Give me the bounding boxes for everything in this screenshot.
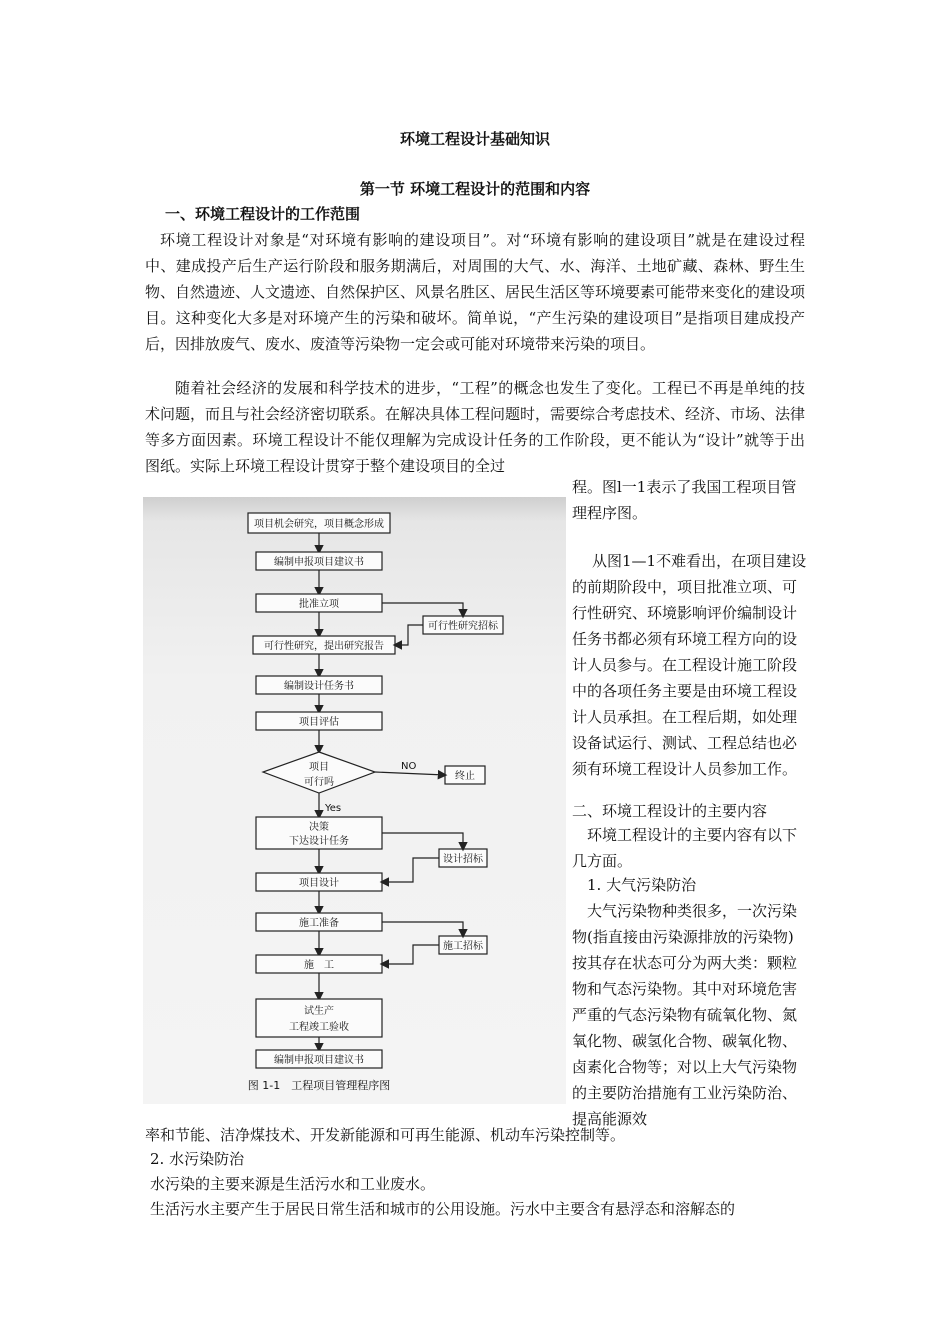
heading-water-pollution: 2. 水污染防治 <box>150 1150 245 1168</box>
text-r3: 设计招标 <box>443 854 483 865</box>
heading-work-scope: 一、环境工程设计的工作范围 <box>165 205 361 223</box>
side-text-2: 从图1—1不难看出，在项目建设的前期阶段中，项目批准立项、可行性研究、环境影响评价编制设计任务书都必须有环境工程方向的设计人员参与。在工程设计施工阶段中的各项任务主要是由环境工程设计人员承担。在工程后期，如处理设备试运行、测试、工程总结也必须有环境工程设计人员参加工作。 <box>572 552 807 778</box>
text-b7a: 决策 <box>309 822 329 833</box>
text-r1: 可行性研究招标 <box>428 621 498 632</box>
flowchart-figure <box>143 497 566 1104</box>
paragraph-2: 随着社会经济的发展和科学技术的进步，“工程”的概念也发生了变化。工程已不再是单纯的技术问题，而且与社会经济密切联系。在解决具体工程问题时，需要综合考虑技术、经济、市场、法律等多方面因素。环境工程设计不能仅理解为完成设计任务的工作阶段，更不能认为“设计”就等于出图纸。实际上环境工程设计贯穿于整个建设项目的全过 <box>145 379 806 475</box>
side-text-4: 环境工程设计的主要内容有以下几方面。 <box>572 826 798 870</box>
text-yes: Yes <box>325 803 342 814</box>
text-r4: 施工招标 <box>443 941 483 952</box>
text-b4: 可行性研究，提出研究报告 <box>264 641 384 652</box>
text-b12: 编制申报项目建议书 <box>274 1055 364 1066</box>
side-text-1: 程。图l一1表示了我国工程项目管理程序图。 <box>572 478 797 522</box>
full-text-3: 水污染的主要来源是生活污水和工业废水。 <box>150 1175 436 1193</box>
text-b5: 编制设计任务书 <box>284 681 354 692</box>
text-b7b: 下达设计任务 <box>289 836 349 847</box>
heading-air-pollution: 1. 大气污染防治 <box>587 876 697 894</box>
section-title: 第一节 环境工程设计的范围和内容 <box>359 180 591 198</box>
text-decision-a: 项目 <box>309 762 329 773</box>
text-b2: 编制申报项目建议书 <box>274 557 364 568</box>
text-r2: 终止 <box>455 771 475 782</box>
text-b3: 批准立项 <box>299 599 339 610</box>
text-b8: 项目设计 <box>299 878 339 889</box>
text-b10: 施 工 <box>304 960 334 971</box>
side-text-6: 大气污染物种类很多，一次污染物(指直接由污染源排放的污染物)按其存在状态可分为两大类：颗粒物和气态污染物。其中对环境危害严重的气态污染物有硫氧化物、氮氧化物、碳氢化合物、碳氧化物、卤素化合物等；对以上大气污染物的主要防治措施有工业污染防治、提高能源效 <box>572 902 798 1128</box>
full-text-4: 生活污水主要产生于居民日常生活和城市的公用设施。污水中主要含有悬浮态和溶解态的 <box>150 1200 736 1218</box>
flowchart-svg <box>143 497 566 1104</box>
document-title: 环境工程设计基础知识 <box>399 130 550 148</box>
full-text-1: 率和节能、洁净煤技术、开发新能源和可再生能源、机动车污染控制等。 <box>145 1126 626 1144</box>
figure-caption: 图 1-1 工程项目管理程序图 <box>247 1079 391 1092</box>
text-b11b: 工程竣工验收 <box>289 1022 349 1033</box>
paragraph-1: 环境工程设计对象是“对环境有影响的建设项目”。对“环境有影响的建设项目”就是在建设过程中、建成投产后生产运行阶段和服务期满后，对周围的大气、水、海洋、土地矿藏、森林、野生生物、自然遗迹、人文遗迹、自然保护区、风景名胜区、居民生活区等环境要素可能带来变化的建设项目。这种变化大多是对环境产生的污染和破坏。简单说，“产生污染的建设项目”是指项目建成投产后，因排放废气、废水、废渣等污染物一定会或可能对环境带来污染的项目。 <box>145 231 806 353</box>
text-b9: 施工准备 <box>299 918 339 929</box>
text-no: NO <box>401 761 417 772</box>
text-b6: 项目评估 <box>299 717 339 728</box>
text-b11a: 试生产 <box>304 1006 334 1017</box>
heading-main-content: 二、环境工程设计的主要内容 <box>572 802 768 820</box>
text-b1: 项目机会研究，项目概念形成 <box>254 519 384 530</box>
text-decision-b: 可行吗 <box>304 777 334 788</box>
